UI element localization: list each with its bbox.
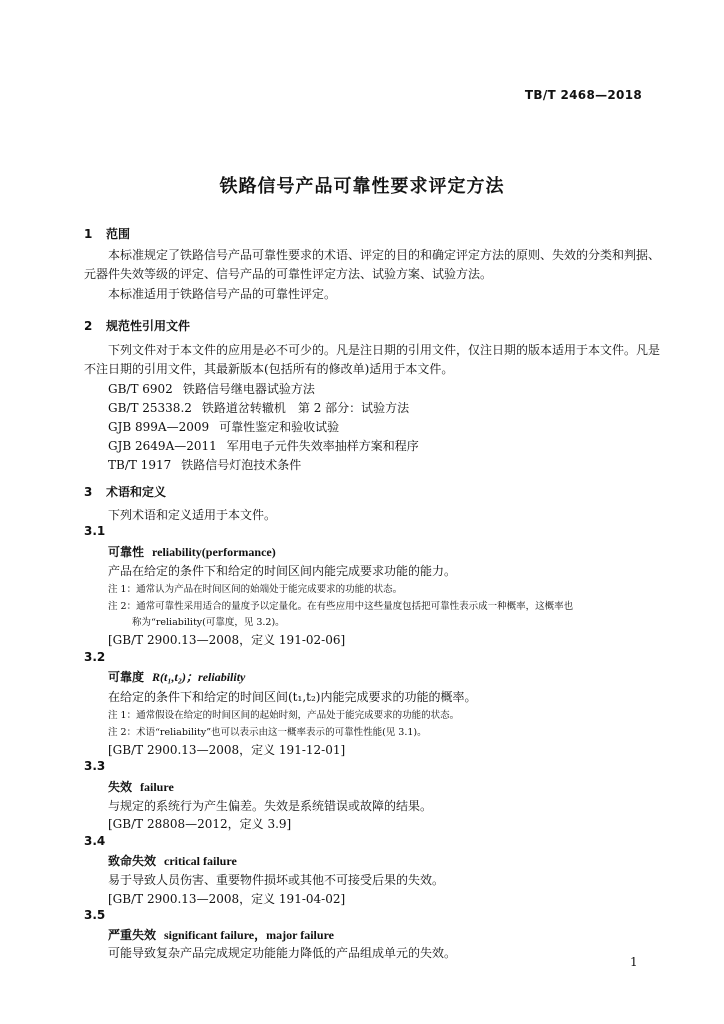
section-2-intro: 下列文件对于本文件的应用是必不可少的。凡是注日期的引用文件，仅注日期的版本适用于本文件。凡是不注日期的引用文件，其最新版本(包括所有的修改单)适用于本文件。 — [84, 343, 661, 376]
reference-code: GJB 2649A—2011 — [108, 439, 217, 453]
term-english: failure — [140, 780, 174, 794]
term-heading — [108, 543, 276, 560]
term-definition: 与规定的系统行为产生偏差。失效是系统错误或故障的结果。 — [108, 799, 433, 813]
term-heading — [108, 852, 237, 869]
reference-title: 铁路信号灯泡技术条件 — [181, 458, 302, 472]
standard-code: TB/T 2468—2018 — [524, 88, 642, 102]
reference-item — [108, 437, 419, 454]
section-title: 术语和定义 — [106, 485, 167, 499]
reference-code: GB/T 6902 — [108, 382, 173, 396]
term-definition: 可能导致复杂产品完成规定功能能力降低的产品组成单元的失效。 — [108, 946, 457, 960]
section-1-paragraph-2: 本标准适用于铁路信号产品的可靠性评定。 — [108, 287, 337, 301]
reference-item — [108, 399, 409, 416]
section-2-heading — [84, 317, 190, 334]
page-number: 1 — [630, 955, 638, 969]
term-definition: 易于导致人员伤害、重要物件损坏或其他不可接受后果的失效。 — [108, 873, 445, 887]
term-note: 注 1：通常假设在给定的时间区间的起始时刻，产品处于能完成要求的功能的状态。 — [108, 710, 460, 721]
term-note: 注 1：通常认为产品在时间区间的始端处于能完成要求的功能的状态。 — [108, 584, 403, 595]
term-note: 注 2：通常可靠性采用适合的量度予以定量化。在有些应用中这些量度包括把可靠性表示成一种概率，这概率也 — [108, 601, 574, 612]
document-title: 铁路信号产品可靠性要求评定方法 — [219, 176, 505, 197]
term-source: [GB/T 2900.13—2008，定义 191-04-02] — [108, 892, 346, 906]
reference-item — [108, 456, 301, 473]
reference-code: GB/T 25338.2 — [108, 401, 192, 415]
term-number: 3.3 — [84, 759, 106, 773]
section-title: 规范性引用文件 — [106, 319, 191, 333]
term-definition: 在给定的条件下和给定的时间区间(t₁,t₂)内能完成要求的功能的概率。 — [108, 690, 477, 704]
section-3-heading — [84, 483, 166, 500]
reference-title: 军用电子元件失效率抽样方案和程序 — [226, 439, 419, 453]
term-heading — [108, 778, 174, 795]
term-number: 3.1 — [84, 524, 106, 538]
term-note: 注 2：术语“reliability”也可以表示由这一概率表示的可靠性性能(见 3.1)。 — [108, 727, 427, 738]
section-title: 范围 — [106, 227, 131, 241]
term-chinese: 可靠度 — [108, 670, 145, 684]
reference-title: 铁路道岔转辙机 第 2 部分：试验方法 — [201, 401, 410, 415]
reference-code: TB/T 1917 — [108, 458, 172, 472]
term-chinese: 致命失效 — [108, 854, 157, 868]
term-note-continued: 称为“reliability(可靠度，见 3.2)。 — [132, 617, 285, 628]
section-3-intro: 下列术语和定义适用于本文件。 — [108, 508, 277, 522]
term-english: reliability(performance) — [152, 545, 276, 559]
reference-title: 铁路信号继电器试验方法 — [182, 382, 315, 396]
term-chinese: 失效 — [108, 780, 133, 794]
term-number: 3.5 — [84, 908, 106, 922]
term-number: 3.4 — [84, 834, 106, 848]
term-chinese: 严重失效 — [108, 928, 157, 942]
term-number: 3.2 — [84, 650, 106, 664]
term-source: [GB/T 28808—2012，定义 3.9] — [108, 817, 292, 831]
reference-code: GJB 899A—2009 — [108, 420, 210, 434]
reference-item — [108, 380, 315, 397]
term-chinese: 可靠性 — [108, 545, 145, 559]
reference-item — [108, 418, 339, 435]
term-english: critical failure — [164, 854, 237, 868]
section-number: 2 — [84, 319, 93, 333]
term-heading — [108, 926, 334, 943]
reference-title: 可靠性鉴定和验收试验 — [219, 420, 340, 434]
term-definition: 产品在给定的条件下和给定的时间区间内能完成要求功能的能力。 — [108, 564, 457, 578]
term-source: [GB/T 2900.13—2008，定义 191-02-06] — [108, 633, 346, 647]
section-number: 1 — [84, 227, 93, 241]
section-1-paragraph-1: 本标准规定了铁路信号产品可靠性要求的术语、评定的目的和确定评定方法的原则、失效的分类和判据、元器件失效等级的评定、信号产品的可靠性评定方法、试验方案、试验方法。 — [84, 248, 661, 281]
term-source: [GB/T 2900.13—2008，定义 191-12-01] — [108, 743, 346, 757]
section-number: 3 — [84, 485, 93, 499]
section-1-heading — [84, 225, 130, 242]
term-english: significant failure，major failure — [164, 928, 335, 942]
term-english: R(t₁,t₂)；reliability — [152, 670, 246, 684]
term-heading — [108, 668, 245, 685]
